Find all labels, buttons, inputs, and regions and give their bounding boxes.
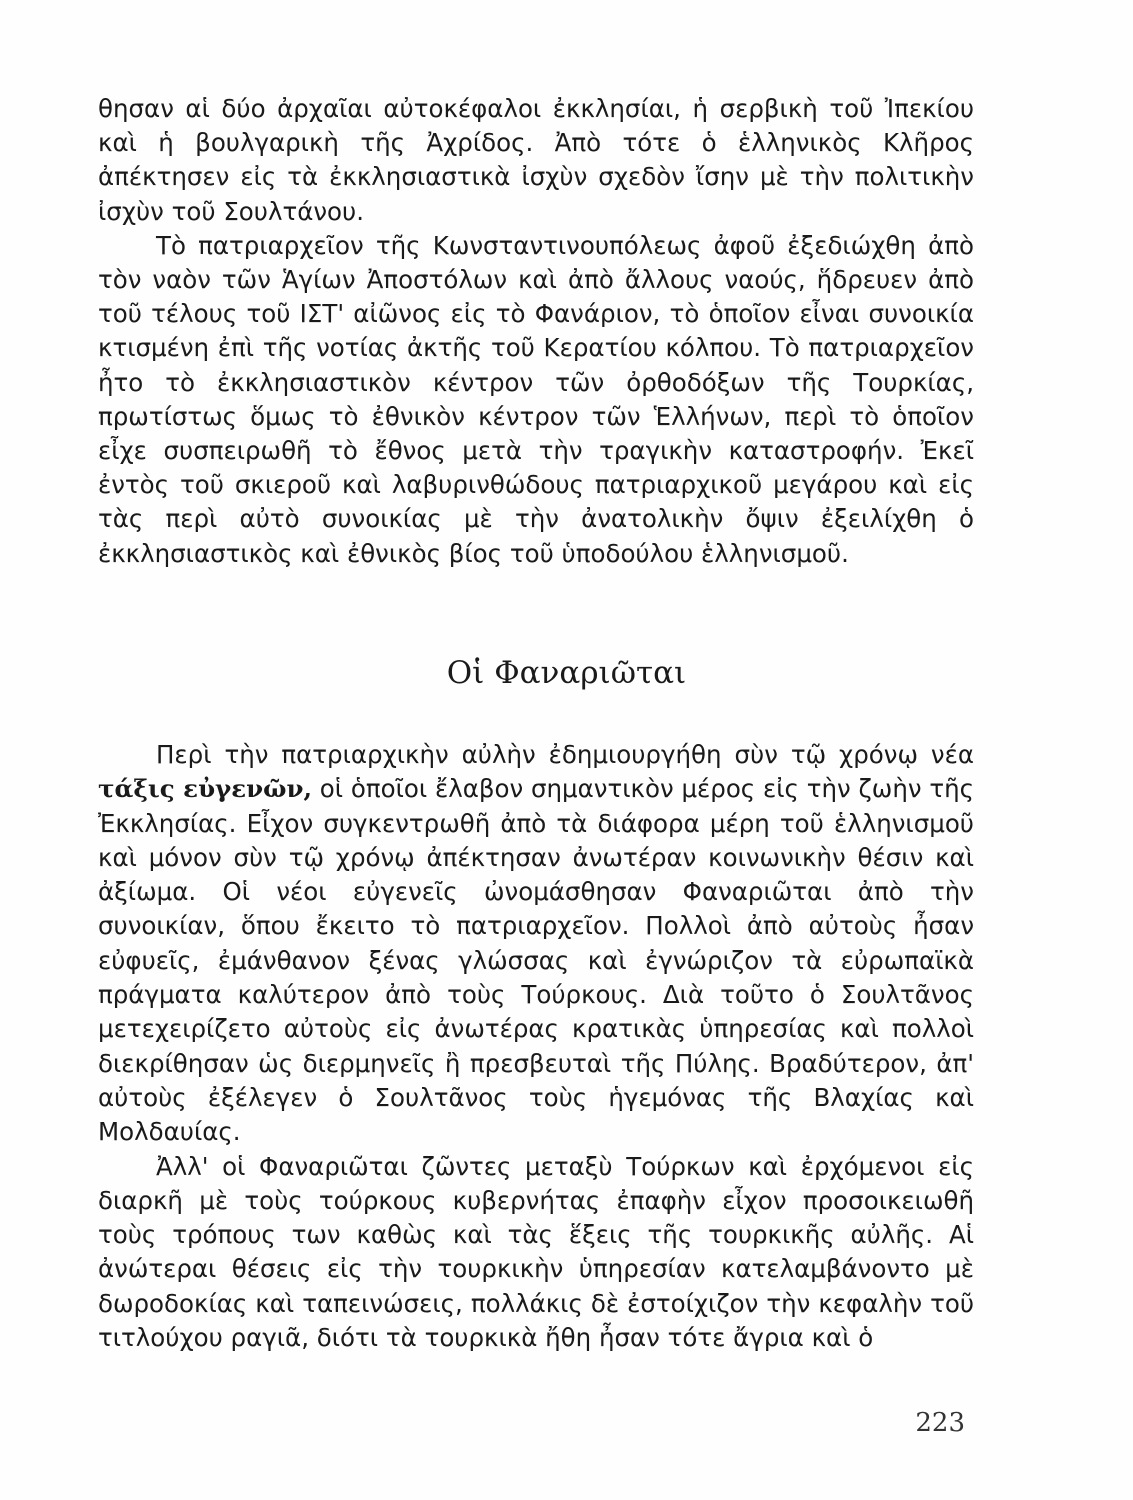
section-heading: Οἱ Φαναριῶται [446,655,687,691]
text-block-top [98,92,974,571]
paragraph-phanariots-start: Περὶ τὴν πατριαρχικὴν αὐλὴν ἐδημιουργήθη σὺν τῷ χρόνῳ νέα [156,740,974,769]
paragraph-turkish-customs: Ἀλλ' οἱ Φαναριῶται ζῶντες μεταξὺ Τούρκων καὶ ἐρχόμενοι εἰς διαρκῆ μὲ τοὺς τούρκους κυβερνήτας ἐπαφὴν εἶχον προσοικειωθῆ τοὺς τρόπους των καθὼς καὶ τὰς ἕξεις τῆς τουρκικῆς αὐλῆς. Αἱ ἀνώτεραι θέσεις εἰς τὴν τουρκικὴν ὑπηρεσίαν κατελαμβάνοντο μὲ δωροδοκίας καὶ ταπεινώσεις, πολλάκις δὲ ἐστοίχιζον τὴν κεφαλὴν τοῦ τιτλούχου ραγιᾶ, διότι τὰ τουρκικὰ ἤθη ἦσαν τότε ἄγρια καὶ ὁ [98,1151,974,1353]
bold-term: τάξις εὐγενῶν, [98,774,312,804]
text-block-bottom [98,738,974,1355]
paragraph-patriarchate: Τὸ πατριαρχεῖον τῆς Κωνσταντινουπόλεως ἀφοῦ ἐξεδιώχθη ἀπὸ τὸν ναὸν τῶν Ἁγίων Ἀποστόλων καὶ ἀπὸ ἄλλους ναούς, ἥδρευεν ἀπὸ τοῦ τέλους τοῦ ΙΣΤ' αἰῶνος εἰς τὸ Φανάριον, τὸ ὁποῖον εἶναι συνοικία κτισμένη ἐπὶ τῆς νοτίας ἀκτῆς τοῦ Κερατίου κόλπου. Τὸ πατριαρχεῖον ἦτο τὸ ἐκκλησιαστικὸν κέντρον τῶν ὀρθοδόξων τῆς Τουρκίας, πρωτίστως ὅμως τὸ ἐθνικὸν κέντρον τῶν Ἑλλήνων, περὶ τὸ ὁποῖον εἶχε συσπειρωθῆ τὸ ἔθνος μετὰ τὴν τραγικὴν καταστροφήν. Ἐκεῖ ἐντὸς τοῦ σκιεροῦ καὶ λαβυρινθώδους πατριαρχικοῦ μεγάρου καὶ εἰς τὰς περὶ αὐτὸ συνοικίας μὲ τὴν ἀνατολικὴν ὄψιν ἐξειλίχθη ὁ ἐκκλησιαστικὸς καὶ ἐθνικὸς βίος τοῦ ὑποδούλου ἑλληνισμοῦ. [98,230,974,568]
paragraph-continued: θησαν αἱ δύο ἀρχαῖαι αὐτοκέφαλοι ἐκκλησίαι, ἡ σερβικὴ τοῦ Ἰπεκίου καὶ ἡ βουλγαρικὴ τῆς Ἀχρίδος. Ἀπὸ τότε ὁ ἑλληνικὸς Κλῆρος ἀπέκτησεν εἰς τὰ ἐκκλησιαστικὰ ἰσχὺν σχεδὸν ἴσην μὲ τὴν πολιτικὴν ἰσχὺν τοῦ Σουλτάνου. [98,94,974,226]
page-number: 223 [915,1408,965,1438]
paragraph-phanariots-rest: οἱ ὁποῖοι ἔλαβον σημαντικὸν μέρος εἰς τὴν ζωὴν τῆς Ἐκκλησίας. Εἶχον συγκεντρωθῆ ἀπὸ τὰ διάφορα μέρη τοῦ ἑλληνισμοῦ καὶ μόνον σὺν τῷ χρόνῳ ἀπέκτησαν ἀνωτέραν κοινωνικὴν θέσιν καὶ ἀξίωμα. Οἱ νέοι εὐγενεῖς ὠνομάσθησαν Φαναριῶται ἀπὸ τὴν συνοικίαν, ὅπου ἔκειτο τὸ πατριαρχεῖον. Πολλοὶ ἀπὸ αὐτοὺς ἦσαν εὐφυεῖς, ἐμάνθανον ξένας γλώσσας καὶ ἐγνώριζον τὰ εὐρωπαϊκὰ πράγματα καλύτερον ἀπὸ τοὺς Τούρκους. Διὰ τοῦτο ὁ Σουλτᾶνος μετεχειρίζετο αὐτοὺς εἰς ἀνωτέρας κρατικὰς ὑπηρεσίας καὶ πολλοὶ διεκρίθησαν ὡς διερμηνεῖς ἢ πρεσβευταὶ τῆς Πύλης. Βραδύτερον, ἀπ' αὐτοὺς ἐξέλεγεν ὁ Σουλτᾶνος τοὺς ἡγεμόνας τῆς Βλαχίας καὶ Μολδαυίας. [98,774,975,1147]
paragraph-phanariots [98,738,974,1150]
